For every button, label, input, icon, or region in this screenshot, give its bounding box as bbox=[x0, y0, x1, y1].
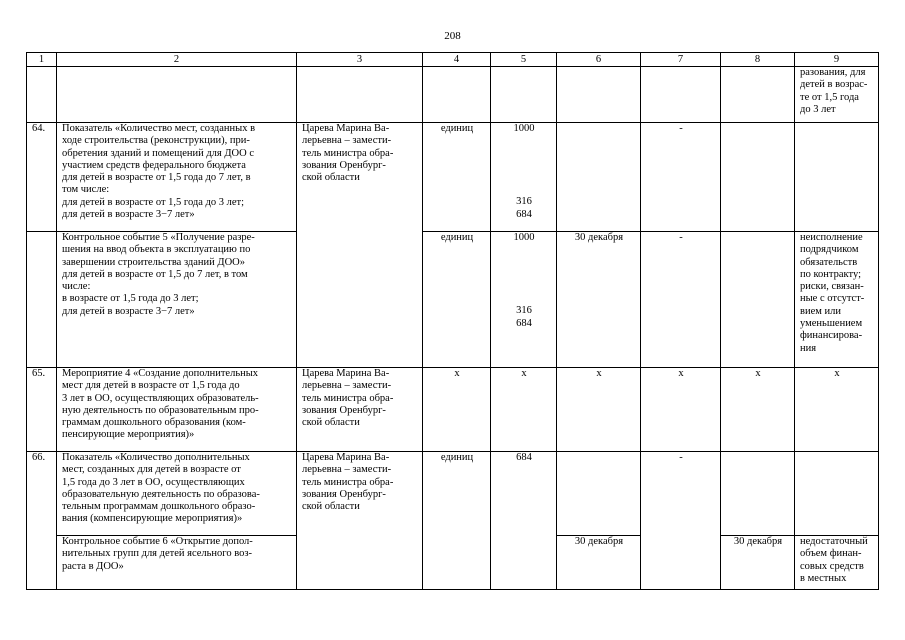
table-row bbox=[27, 368, 879, 452]
row-number: 64. bbox=[27, 123, 57, 232]
value-a: 316 bbox=[516, 305, 532, 317]
date-cell: 30 декабря bbox=[721, 536, 795, 590]
dash-cell: - bbox=[641, 232, 721, 368]
event-text: Контрольное событие 5 «Получение разре- шения на ввод объекта в эксплуатацию по завершении строительства зданий ДОО» для детей в возрасте от 1,5 до 7 лет, в том числе: в возрасте от 1,5 года до 3 лет; для детей в возрасте 3−7 лет» bbox=[57, 232, 297, 368]
indicator-text: Показатель «Количество мест, созданных в ходе строительства (реконструкции), при- обретения зданий и помещений для ДОО с участием средств федерального бюджета для детей в возрасте от 1,5 года до 7 лет, в том числе: для детей в возрасте от 1,5 года до 3 лет; для детей в возрасте 3−7 лет» bbox=[57, 123, 297, 232]
responsible-person: Царева Марина Ва- лерьевна – замести- тель министра обра- зования Оренбург- ской области bbox=[297, 368, 423, 452]
value-total: 1000 bbox=[513, 123, 535, 134]
date-cell: 30 декабря bbox=[557, 232, 641, 368]
table-row bbox=[27, 452, 879, 536]
table-row bbox=[27, 67, 879, 123]
column-header: 7 bbox=[641, 53, 721, 67]
value-b: 684 bbox=[516, 317, 532, 329]
page-number: 208 bbox=[444, 30, 461, 42]
table-row bbox=[27, 232, 879, 368]
event-text: Контрольное событие 6 «Открытие допол- нительных групп для детей ясельного воз- раста в ДОО» bbox=[57, 536, 297, 590]
unit-cell: единиц bbox=[423, 232, 491, 368]
responsible-person: Царева Марина Ва- лерьевна – замести- тель министра обра- зования Оренбург- ской области bbox=[297, 123, 423, 368]
x-cell: x bbox=[491, 368, 557, 452]
responsible-person: Царева Марина Ва- лерьевна – замести- тель министра обра- зования Оренбург- ской области bbox=[297, 452, 423, 590]
risk-cell: разования, для детей в возрас- те от 1,5 года до 3 лет bbox=[795, 67, 879, 123]
column-header: 5 bbox=[491, 53, 557, 67]
value-b: 684 bbox=[516, 208, 532, 220]
row-number: 66. bbox=[27, 452, 57, 590]
x-cell: x bbox=[423, 368, 491, 452]
value-a: 316 bbox=[516, 196, 532, 208]
table-row bbox=[27, 123, 879, 232]
value-cell bbox=[491, 232, 557, 368]
column-header: 9 bbox=[795, 53, 879, 67]
value-total: 1000 bbox=[513, 232, 535, 243]
x-cell: x bbox=[557, 368, 641, 452]
risk-cell: неисполнение подрядчиком обязательств по контракту; риски, связан- ные с отсутст- вием или уменьшением финансирова- ния bbox=[795, 232, 879, 368]
column-header: 6 bbox=[557, 53, 641, 67]
unit-cell: единиц bbox=[423, 123, 491, 232]
header-row bbox=[27, 53, 879, 67]
dash-cell: - bbox=[641, 452, 721, 590]
column-header: 4 bbox=[423, 53, 491, 67]
x-cell: x bbox=[795, 368, 879, 452]
value-cell: 684 bbox=[491, 452, 557, 590]
activity-text: Мероприятие 4 «Создание дополнительных мест для детей в возрасте от 1,5 года до 3 лет в ОО, осуществляющих образователь- ную деятельность по образовательным про- граммам дошкольного образования (ком- пенсирующие мероприятия)» bbox=[57, 368, 297, 452]
plan-table bbox=[26, 52, 879, 590]
unit-cell: единиц bbox=[423, 452, 491, 590]
column-header: 3 bbox=[297, 53, 423, 67]
column-header: 2 bbox=[57, 53, 297, 67]
column-header: 8 bbox=[721, 53, 795, 67]
date-cell: 30 декабря bbox=[557, 536, 641, 590]
row-number: 65. bbox=[27, 368, 57, 452]
dash-cell: - bbox=[641, 123, 721, 232]
indicator-text: Показатель «Количество дополнительных мест, созданных для детей в возрасте от 1,5 года до 3 лет в ОО, осуществляющих образовательную деятельность по образова- тельным программам дошкольного образо- вания (компенсирующие мероприятия)» bbox=[57, 452, 297, 536]
risk-cell: недостаточный объем финан- совых средств в местных bbox=[795, 536, 879, 590]
value-cell bbox=[491, 123, 557, 232]
column-header: 1 bbox=[27, 53, 57, 67]
x-cell: x bbox=[641, 368, 721, 452]
x-cell: x bbox=[721, 368, 795, 452]
